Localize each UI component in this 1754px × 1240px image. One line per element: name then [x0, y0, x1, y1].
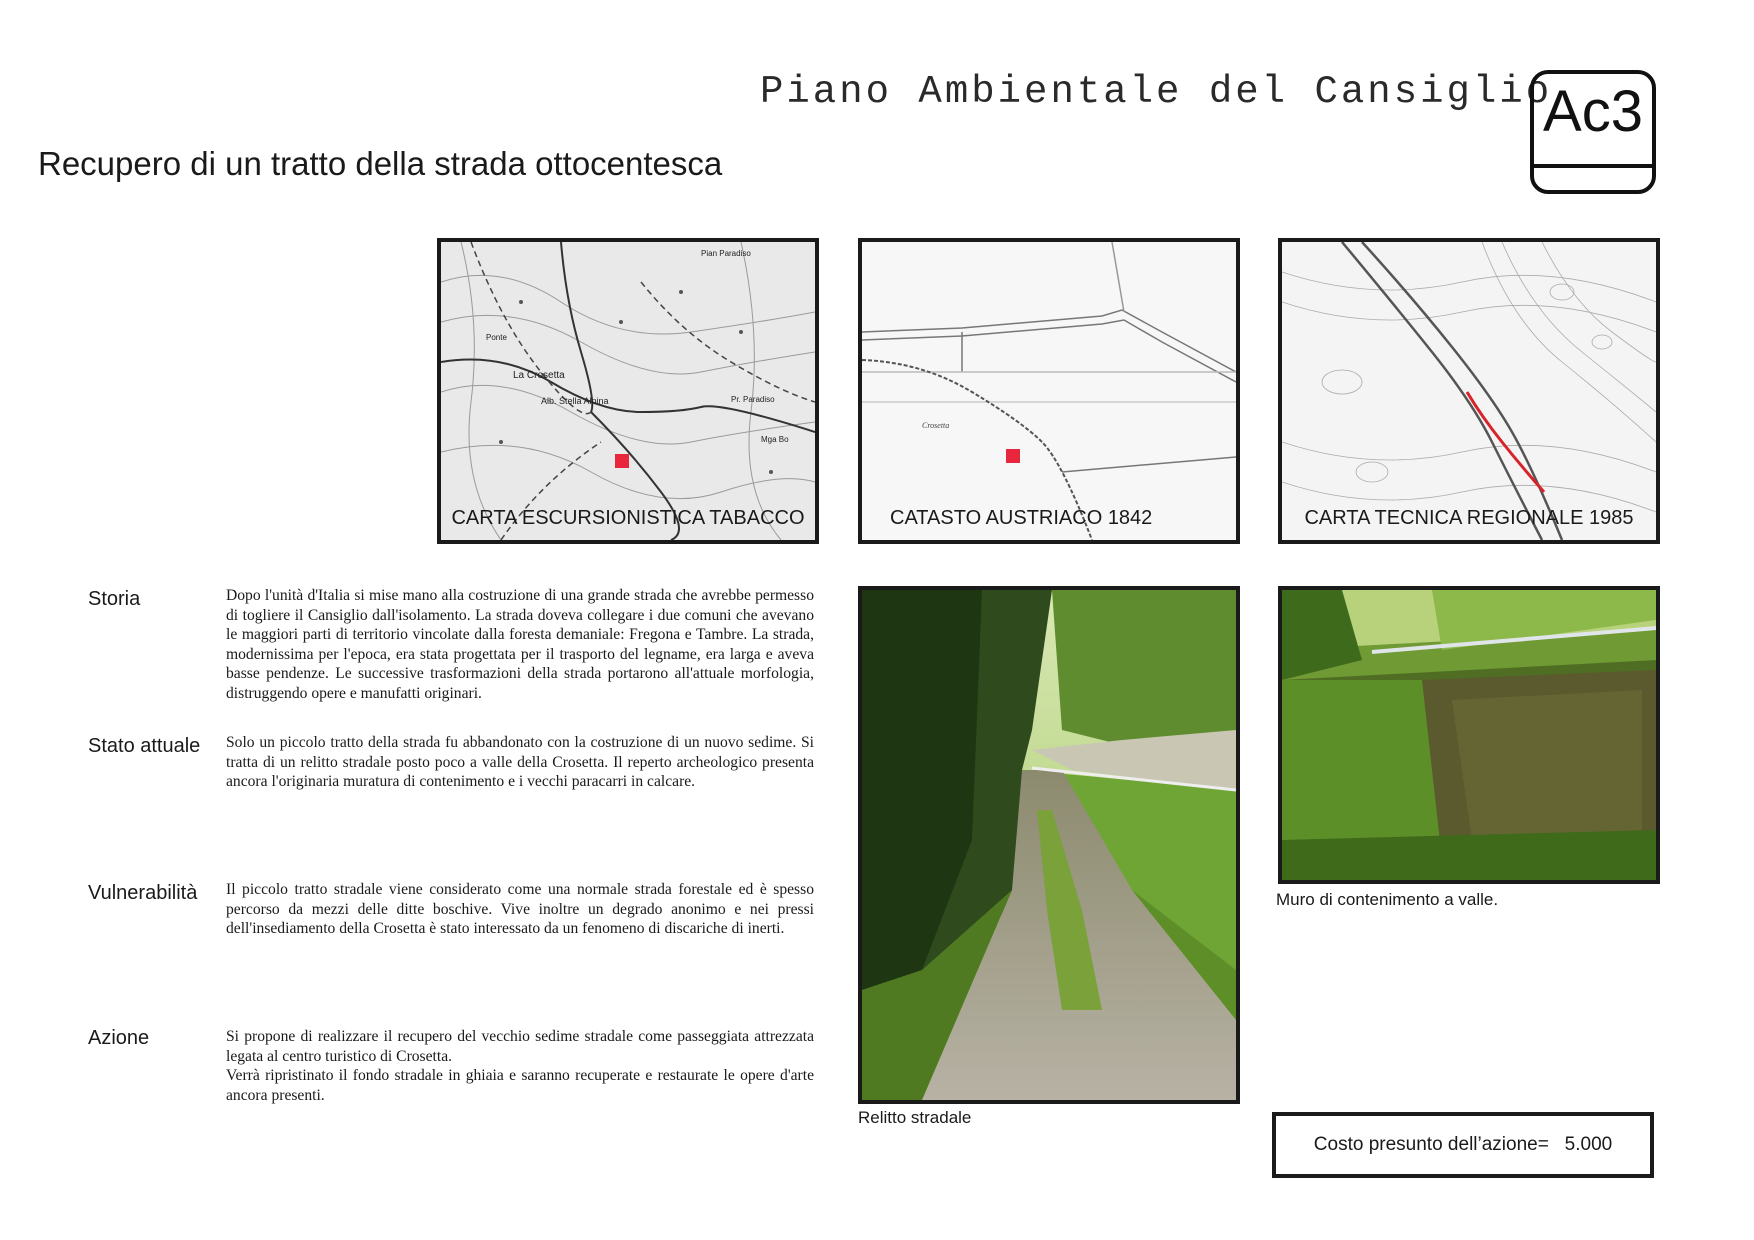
map-catasto-image: [862, 242, 1236, 540]
map-place-label: Pr. Paradiso: [731, 395, 775, 404]
section-text-stato-attuale: Solo un piccolo tratto della strada fu abbandonato con la costruzione di un nuovo sedime. Si tratta di un relitto stradale posto poco a valle della Crosetta. Il reperto archeologico presenta ancora l'originaria muratura di contenimento e i vecchi paracarri in calcare.: [226, 734, 814, 790]
map-catasto: [858, 238, 1240, 544]
location-marker: [1006, 449, 1020, 463]
map-place-label: Ponte: [486, 333, 507, 342]
map-tabacco: [437, 238, 819, 544]
sheet-code: Ac3: [1543, 79, 1643, 144]
document-title: Piano Ambientale del Cansiglio: [760, 70, 1553, 114]
photo-caption-relitto: Relitto stradale: [858, 1108, 972, 1127]
section-text-storia: Dopo l'unità d'Italia si mise mano alla costruzione di una grande strada che avrebbe permesso di togliere il Cansiglio dall'isolamento. La strada doveva collegare i due comuni che avevano le maggiori parti di territorio vincolate dalla foresta demaniale: Fregona e Tambre. La strada, modernissima per l'epoca, era stata progettata per il trasporto del legname, era larga e aveva basse pendenze. Le successive trasformazioni della strada portarono all'attuale morfologia, distruggendo opere e manufatti originari.: [226, 587, 814, 702]
map-ctr: [1278, 238, 1660, 544]
section-label-vulnerabilita: Vulnerabilità: [88, 882, 198, 904]
section-label-azione: Azione: [88, 1027, 150, 1049]
page-subtitle: Recupero di un tratto della strada ottocentesca: [38, 145, 723, 182]
sheet-code-box: [1530, 70, 1656, 194]
photo-road-image: [862, 590, 1236, 1100]
section-text-azione: [226, 1027, 814, 1105]
section-text-azione-p2: Verrà ripristinato il fondo stradale in ghiaia e saranno recuperate e restaurate le opere d'arte ancora presenti.: [226, 1067, 814, 1104]
photo-relitto-stradale: [858, 586, 1240, 1104]
photo-caption-muro: Muro di contenimento a valle.: [1276, 890, 1499, 909]
location-marker: [615, 454, 629, 468]
cost-box: [1272, 1112, 1654, 1178]
section-label-stato-attuale: Stato attuale: [88, 735, 201, 757]
cost-value: 5.000: [1564, 1134, 1613, 1155]
map-place-label: Crosetta: [922, 421, 950, 430]
photo-muro-contenimento: [1278, 586, 1660, 884]
map-ctr-image: [1282, 242, 1656, 540]
map-label-catasto: CATASTO AUSTRIACO 1842: [890, 507, 1153, 529]
section-label-storia: Storia: [88, 588, 141, 610]
map-place-label: Pian Paradiso: [701, 249, 751, 258]
cost-label: Costo presunto dell’azione=: [1313, 1134, 1549, 1155]
map-label-tabacco: CARTA ESCURSIONISTICA TABACCO: [451, 507, 805, 529]
map-label-ctr: CARTA TECNICA REGIONALE 1985: [1304, 507, 1634, 529]
code-box-divider: [1534, 164, 1652, 168]
section-text-azione-p1: Si propone di realizzare il recupero del vecchio sedime stradale come passeggiata attrezzata legata al centro turistico di Crosetta.: [226, 1028, 814, 1065]
map-place-label: Mga Bo: [761, 435, 789, 444]
section-text-vulnerabilita: Il piccolo tratto stradale viene considerato come una normale strada forestale ed è spesso percorso da mezzi delle ditte boschive. Vive inoltre un degrado anonimo e nei pressi dell'insediamento della Crosetta è stato interessato da un fenomeno di discariche di inerti.: [226, 881, 814, 937]
map-tabacco-image: [441, 242, 815, 540]
map-place-label: La Crosetta: [513, 370, 565, 381]
map-place-label: Alb. Stella Alpina: [541, 396, 609, 406]
photo-wall-image: [1282, 590, 1656, 880]
